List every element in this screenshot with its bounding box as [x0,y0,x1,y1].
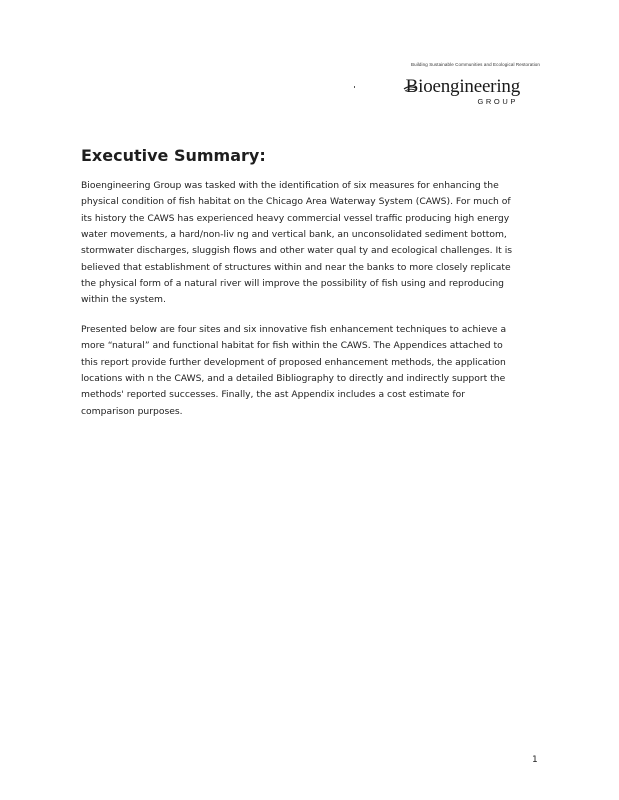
scan-speck [354,86,355,88]
page-number: 1 [532,755,538,765]
paragraph-line: believed that establishment of structures within and near the banks to more closely replicate [81,261,511,273]
paragraph-line: its history the CAWS has experienced heavy commercial vessel traffic producing high energy [81,212,510,224]
paragraph-line: physical condition of fish habitat on the Chicago Area Waterway System (CAWS). For much of [81,196,511,208]
paragraph-line: the physical form of a natural river will improve the possibility of fish using and reproducing [81,278,504,290]
logo-wordmark: Bioengineering [405,76,520,97]
logo-group-text: GROUP [477,97,518,106]
logo-tagline: Building Sustainable Communities and Ecological Restoration [411,62,540,67]
paragraph-line: methods' reported successes. Finally, the ast Appendix includes a cost estimate for [81,389,466,401]
paragraph-line: comparison purposes. [81,405,183,417]
paragraph-line: within the system. [81,294,166,306]
paragraph-line: locations with n the CAWS, and a detailed Bibliography to directly and indirectly support the [81,373,506,385]
paragraph-line: water movements, a hard/non-liv ng and vertical bank, an unconsolidated sediment bottom, [81,229,507,241]
summary-paragraph [81,178,551,309]
paragraph-line: this report provide further development of proposed enhancement methods, the application [81,356,506,368]
paragraph-line: stormwater discharges, sluggish flows and other water qual ty and ecological challenges. It is [81,245,513,257]
page-title: Executive Summary: [81,146,266,165]
paragraph-line: more “natural” and functional habitat for fish within the CAWS. The Appendices attached to [81,340,503,352]
summary-paragraph [81,322,551,420]
paragraph-line: Presented below are four sites and six innovative fish enhancement techniques to achieve a [81,324,507,335]
paragraph-line: Bioengineering Group was tasked with the identification of six measures for enhancing the [81,180,499,191]
